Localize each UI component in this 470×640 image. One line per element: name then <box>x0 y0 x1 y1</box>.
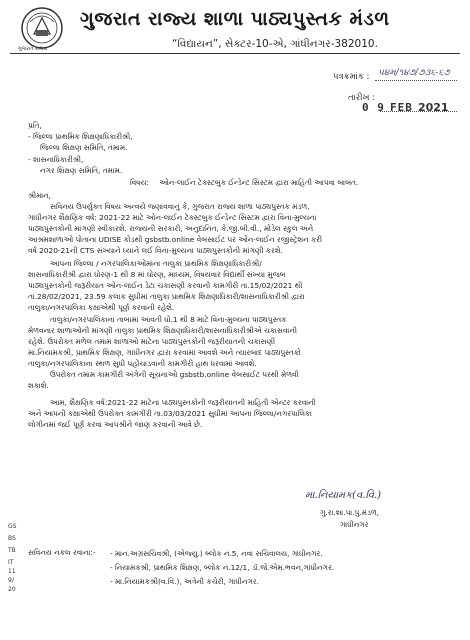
paragraph-3 <box>28 314 301 391</box>
margin-note: IT <box>8 559 14 566</box>
ref-label: પત્રક્રમાંક : <box>333 72 370 82</box>
date-day: 0 9 <box>362 101 385 114</box>
p1-line: ગાંધીનગર શૈક્ષણિક વર્ષ: 2021-22 માટે ઓન-લાઈન ટેક્સ્ટબુક ઈન્ડેન્ટ સિસ્ટમ દ્વારા વિના-મુલ્યના <box>28 213 317 222</box>
p3-line: તાલુકા/નગરપાલિકાના સ્થળ સુધી પહોંચાડવાની કામગીરી હાથ ધરવામાં આવશે. <box>28 359 257 368</box>
copy-item: - માન.અગ્રસચિવશ્રી, (એજ્યુ.) બ્લોક નં.5, નવા સચિવાલય, ગાંધીનગર. <box>110 549 323 558</box>
signature-handwritten: મા.નિયામક(વ.વિ.) <box>305 490 382 501</box>
p4-line: લોગીનમાં જઈ પૂર્ણ કરવા આપશ્રીને જાણ કરવાની આવે છે. <box>28 420 203 429</box>
copy-item: - મા.નિયામકશ્રી(વ.વિ.), અત્રેની કચેરી, ગાંધીનગર. <box>110 577 259 586</box>
p3-line: મા.નિયામકશ્રી, પ્રાથમિક શિક્ષણ, ગાંધીનગર દ્વારા કરવામાં આવશે અને ત્યારબાદ પાઠ્યપુસ્તકો <box>28 348 301 357</box>
p3-line: રહેશે. ઉપરોક્ત મળેલ તમામ શાળાઓ માટેના પાઠ્યપુસ્તકોની જરૂરીયાતની ચકાસણી <box>28 337 276 346</box>
margin-note: 20 <box>8 586 16 593</box>
p1-line: આશ્રમશાળાઓ પોતાના UDISE કોડથી gsbstb.online વેબસાઈટ પર ઓન-લાઈન રજીસ્ટ્રેશન કરી <box>28 235 323 244</box>
p1-line: વર્ષ 2020-21ની CTS સંખ્યાને ધ્યાને લઈ વિના-મુલ્યના પાઠ્યપુસ્તકોની માંગણી કરશે. <box>28 246 283 255</box>
subject-label: વિષય: <box>130 178 149 187</box>
margin-note: GS <box>8 523 17 530</box>
p3-line: ઉપરોક્ત તમામ કામગીરી અંગેની સૂચનાઓ gsbstb.online વેબસાઈટ પરથી મેળવી <box>50 370 299 379</box>
salutation: શ્રીમાન, <box>28 191 52 200</box>
date-stamp <box>362 96 449 115</box>
header-divider <box>10 53 460 54</box>
recipient-1: - જિલ્લા પ્રાથમિક શિક્ષણાધિકારીશ્રી, <box>28 132 133 141</box>
p2-line: શાસનાધિકારીશ્રી દ્વારા ધોરણ-1 થી 8 માં ધોરણ, માધ્યમ, વિષયવાર વિદ્યાર્થી સંખ્યા મુજબ <box>28 270 286 279</box>
margin-note: 11 <box>8 568 16 575</box>
p3-line: મેળવનાર શાળાઓની માંગણી તાલુકા પ્રાથમિક શિક્ષણાધિકારી/શાસનાધિકારીશ્રીએ ચકાસવાની <box>28 326 297 335</box>
signature-designation: ગુ.રા.શા.પા.પુ.મંડળ, <box>320 508 380 517</box>
ref-number: પ૪મ/૧૪૭/૭૩૬-૬૭ <box>378 68 450 78</box>
margin-notes <box>8 522 16 594</box>
recipient-2b: નગર શિક્ષણ સમિતિ, તમામ. <box>40 166 123 175</box>
date-month: FEB <box>389 101 413 114</box>
board-logo-seal <box>20 6 64 50</box>
p2-line: આપના જિલ્લા / નગરપાલિકાઓમાંના તાલુકા પ્રાથમિક શિક્ષણાધિકારીશ્રી/ <box>50 259 262 268</box>
margin-note: BS <box>8 535 16 542</box>
recipient-prati: પ્રતિ, <box>28 121 42 130</box>
paragraph-1 <box>28 201 322 256</box>
copies-list <box>110 547 334 589</box>
p3-line: શકાશે. <box>28 381 49 390</box>
board-title: ગુજરાત રાજ્ય શાળા પાઠ્યપુસ્તક મંડળ <box>80 8 390 30</box>
copies-label: સવિનય નકલ રવાના:- <box>28 548 96 557</box>
logo-caption: ગુજરાત રાજ્ય <box>18 46 48 52</box>
signature-place: ગાંધીનગર <box>340 520 369 529</box>
subject-line <box>130 177 358 188</box>
recipient-1b: જિલ્લા શિક્ષણ સમિતિ, તમામ. <box>40 143 128 152</box>
date-label: તારીખ : <box>348 93 376 103</box>
copy-item: - નિયામકશ્રી, પ્રાથમિક શિક્ષણ, બ્લોક નં.12/1, ડૉ.જે.એમ.ભવન,ગાંધીનગર. <box>110 563 335 572</box>
paragraph-2 <box>28 258 305 313</box>
p4-line: અને આપની કક્ષાએથી ઉપરોક્ત કામગીરી તા.03/03/2021 સુધીમાં આપના જિલ્લા/નગરપાલિકા <box>28 409 312 418</box>
paragraph-4 <box>28 397 316 430</box>
p2-line: તા.28/02/2021, 23.59 કલાક સુધીમાં તાલુકા પ્રાથમિક શિક્ષણાધિકારી/શાસનાધિકારીશ્રી દ્વારા <box>28 292 305 301</box>
recipient-2: - શાસનાધિકારીશ્રી, <box>28 155 84 164</box>
margin-note: TB <box>8 547 16 554</box>
margin-note: 9/ <box>8 577 14 584</box>
p2-line: પાઠ્યપુસ્તકોની જરૂરીયાત ઓન-લાઈન ડેટા ચકાસણી કરવાની કામગીરી તા.15/02/2021 થી <box>28 281 303 290</box>
date-year: 2021 <box>417 101 449 114</box>
ref-dotline <box>375 80 457 81</box>
p1-line: પાઠ્યપુસ્તકોની માંગણી સ્વીકારશે. રાજ્યની સરકારી, અનુદાનિત, કે.જી.બી.વી., મોડેલ સ્કુલ અને <box>28 224 314 233</box>
p2-line: તાલુકા/નગરપાલિકા કક્ષાએથી પૂર્ણ કરવાની રહેશે. <box>28 303 175 312</box>
board-address: “વિદ્યાયન”, સેક્ટર-10-એ, ગાંધીનગર-382010. <box>172 38 378 50</box>
p3-line: તાલુકા/નગરપાલિકાના તાબામાં આવતી ધો.1 થી 8 માટે વિના-મુલ્યના પાઠ્યપુસ્તક <box>50 315 287 324</box>
p4-line: આમ, શૈક્ષણિક વર્ષ:2021-22 માટેના પાઠ્યપુસ્તકોની જરૂરીયાતની માહિતી એન્ટર કરવાની <box>50 398 316 407</box>
subject-text: ઓન-લાઈન ટેક્સ્ટબુક ઈન્ડેન્ટ સિસ્ટમ દ્વારા માહિતી આપવા બાબત. <box>159 178 359 187</box>
p1-line: સવિનય ઉપર્યુક્ત વિષય અન્વયે જણાવવાનું કે, ગુજરાત રાજ્ય શાળા પાઠ્યપુસ્તક મંડળ, <box>50 202 310 211</box>
